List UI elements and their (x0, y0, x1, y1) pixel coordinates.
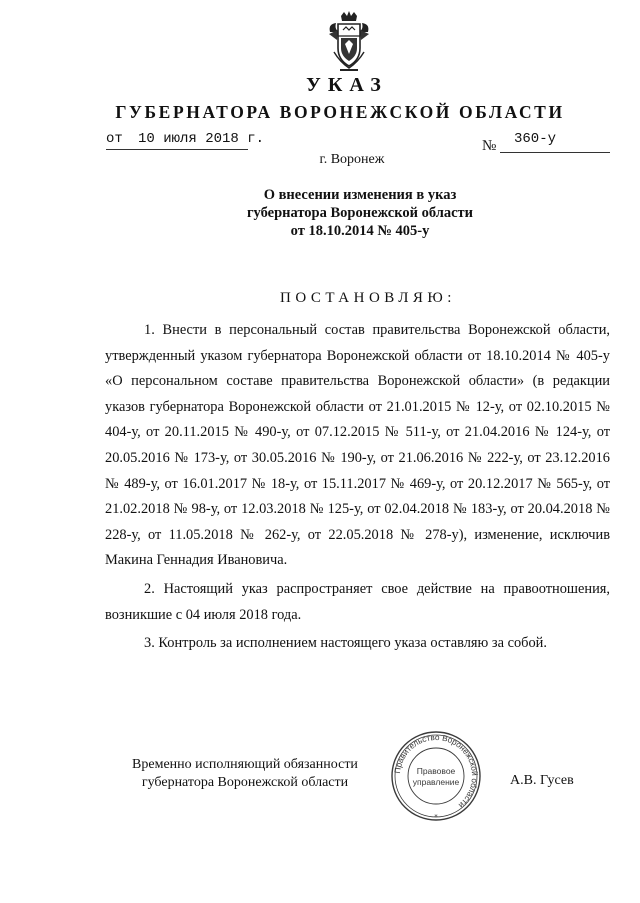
signer-name: А.В. Гусев (510, 773, 574, 788)
signer-position-line: Временно исполняющий обязанности (132, 757, 358, 772)
issue-city: г. Воронеж (319, 152, 385, 167)
date-underline (106, 149, 248, 150)
document-issuer: ГУБЕРНАТОРА ВОРОНЕЖСКОЙ ОБЛАСТИ (115, 102, 565, 122)
signer-position-line: губернатора Воронежской области (141, 775, 349, 790)
stamp-center-line: Правовое (416, 766, 456, 776)
number-sign: № (482, 138, 497, 154)
official-stamp (390, 730, 482, 822)
document-date: 10 июля 2018 г. (138, 131, 265, 147)
paragraph-1: 1. Внести в персональный состав правительства Воронежской области, утвержденный указом губернатора Воронежской области от 18.10.2014 № 405-у «О персональном составе правительства Воронежской области» (в редакции указов губернатора Воронежской области от 21.01.2015 № 12-у, от 02.10.2015 № 404-у, от 20.11.2015 № 490-у, от 07.12.2015 № 511-у, от 21.04.2016 № 124-у, от 20.05.2016 № 173-у, от 30.05.2016 № 190-у, от 21.06.2016 № 222-у, от 23.12.2016 № 489-у, от 16.01.2017 № 18-у, от 15.11.2017 № 469-у, от 20.12.2017 № 565-у, от 21.02.2018 № 98-у, от 12.03.2018 № 125-у, от 02.04.2018 № 183-у, от 20.04.2018 № 228-у, от 11.05.2018 № 262-у, от 22.05.2018 № 278-у), изменение, исключив Макина Геннадия Ивановича. (105, 322, 610, 569)
decree-heading: ПОСТАНОВЛЯЮ: (280, 290, 456, 306)
document-subject (0, 186, 640, 240)
coat-of-arms-icon (326, 10, 372, 72)
document-number: 360-у (514, 131, 557, 147)
document-body (105, 318, 610, 657)
subject-line: О внесении изменения в указ (263, 187, 457, 203)
paragraph-2: 2. Настоящий указ распространяет свое действие на правоотношения, возникшие с 04 июля 2018 года. (105, 580, 610, 623)
document-title: УКАЗ (306, 74, 388, 96)
stamp-center-line: управление (412, 777, 460, 787)
subject-line: от 18.10.2014 № 405-у (290, 223, 430, 239)
subject-line: губернатора Воронежской области (246, 205, 474, 221)
stamp-ring-textpath: Правительство Воронежской области (393, 732, 480, 810)
stamp-star-icon: * (434, 813, 438, 821)
paragraph-3: 3. Контроль за исполнением настоящего указа оставляю за собой. (144, 635, 547, 652)
date-prefix: от (106, 131, 123, 147)
signer-position (100, 756, 390, 792)
